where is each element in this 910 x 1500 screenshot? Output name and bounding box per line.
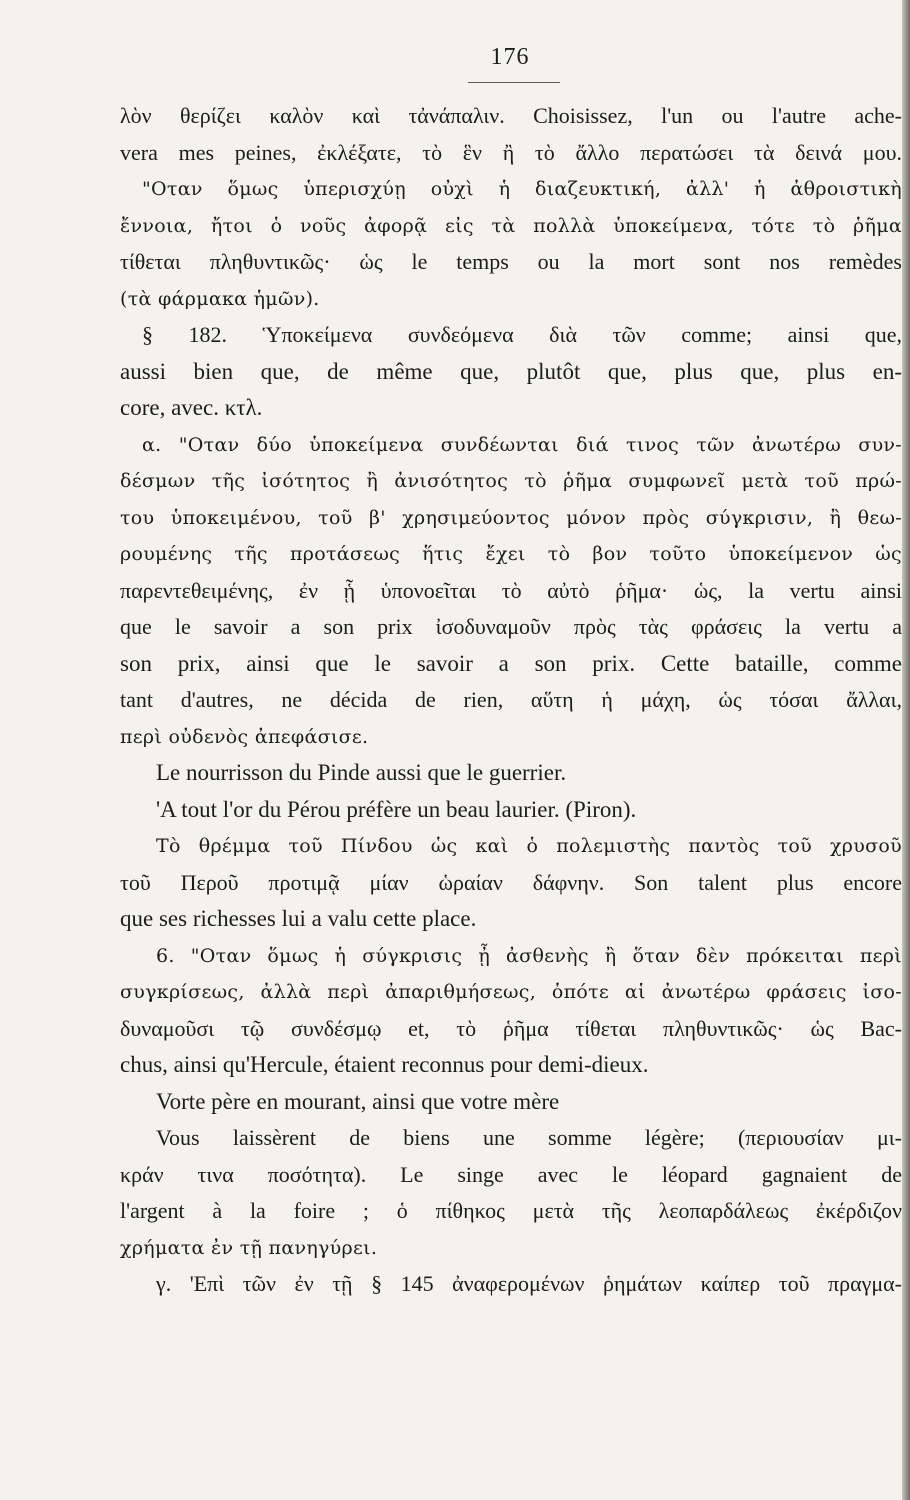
scan-edge-shadow <box>902 0 910 1500</box>
text-line: α. "Οταν δύο ὑποκείμενα συνδέωνται διά τινος τῶν ἀνωτέρω συν- <box>142 433 902 456</box>
section-heading-182: § 182. Ὑποκείμενα συνδεόμενα διὰ τῶν comme; ainsi que, <box>142 322 902 347</box>
text-line: γ. 'Επὶ τῶν ἐν τῇ § 145 ἀναφερομένων ῥημάτων καίπερ τοῦ πραγμα- <box>156 1271 902 1296</box>
text-line: τοῦ Περοῦ προτιμᾷ μίαν ὡραίαν δάφνην. Son talent plus encore <box>120 869 902 895</box>
text-line: ἔννοια, ἤτοι ὁ νοῦς ἀφορᾷ εἰς τὰ πολλὰ ὑποκείμενα, τότε τὸ ῥῆμα <box>120 214 902 237</box>
text-line: tant d'autres, ne décida de rien, αὕτη ἡ μάχη, ὡς τόσαι ἄλλαι, <box>120 687 902 712</box>
text-line: chus, ainsi qu'Hercule, étaient reconnus pour demi-dieux. <box>120 1052 649 1077</box>
text-line: aussi bien que, de même que, plutôt que, plus que, plus en- <box>120 358 902 384</box>
text-line: 6. "Οταν ὅμως ἡ σύγκρισις ᾖ ἀσθενὴς ἢ ὅταν δὲν πρόκειται περὶ <box>156 944 902 967</box>
text-line: λὸν θερίζει καλὸν καὶ τἀνάπαλιν. Choisissez, l'un ou l'autre ache- <box>120 103 902 128</box>
text-line: δέσμων τῆς ἰσότητος ἢ ἀνισότητος τὸ ῥῆμα συμφωνεῖ μετὰ τοῦ πρώ- <box>120 470 902 492</box>
text-line: ρουμένης τῆς προτάσεως ἥτις ἔχει τὸ βον τοῦτο ὑποκείμενον ὡς <box>120 543 902 565</box>
text-line: (τὰ φάρμακα ἡμῶν). <box>120 287 320 310</box>
text-line: Τὸ θρέμμα τοῦ Πίνδου ὡς καὶ ὁ πολεμιστὴς παντὸς τοῦ χρυσοῦ <box>156 835 902 857</box>
verse-line: Le nourrisson du Pinde aussi que le guerrier. <box>156 760 567 785</box>
text-line: core, avec. κτλ. <box>120 395 263 420</box>
text-line: του ὑποκειμένου, τοῦ β' χρησιμεύοντος μόνον πρὸς σύγκρισιν, ἢ θεω- <box>120 506 902 529</box>
text-line: son prix, ainsi que le savoir a son prix. Cette bataille, comme <box>120 650 902 676</box>
text-line: κράν τινα ποσότητα). Le singe avec le léopard gagnaient de <box>120 1161 902 1187</box>
text-line: "Οταν ὅμως ὑπερισχύῃ οὐχὶ ἡ διαζευκτική, ἀλλ' ἡ ἀθροιστικὴ <box>142 178 902 200</box>
text-line: vera mes peines, ἐκλέξατε, τὸ ἓν ἢ τὸ ἄλλο περατώσει τὰ δεινά μου. <box>120 139 902 165</box>
text-line: δυναμοῦσι τῷ συνδέσμῳ et, τὸ ῥῆμα τίθεται πληθυντικῶς· ὡς Bac- <box>120 1015 902 1041</box>
text-line: que le savoir a son prix ἰσοδυναμοῦν πρὸς τὰς φράσεις la vertu a <box>120 614 902 639</box>
text-line: l'argent à la foire ; ὁ πίθηκος μετὰ τῆς λεοπαρδάλεως ἐκέρδιζον <box>120 1198 902 1223</box>
page-number: 176 <box>490 44 530 70</box>
verse-line: Vous laissèrent de biens une somme légère; (περιουσίαν μι- <box>156 1125 902 1150</box>
verse-line: 'A tout l'or du Pérou préfère un beau laurier. (Piron). <box>156 796 637 822</box>
text-line: τίθεται πληθυντικῶς· ὡς le temps ou la mort sont nos remèdes <box>120 249 902 274</box>
text-line: περὶ οὐδενὸς ἀπεφάσισε. <box>120 725 369 748</box>
page-text <box>120 98 902 1303</box>
text-line: que ses richesses lui a valu cette place. <box>120 906 477 931</box>
text-line: παρεντεθειμένης, ἐν ᾗ ὑπονοεῖται τὸ αὐτὸ ῥῆμα· ὡς, la vertu ainsi <box>120 577 902 603</box>
text-line: χρήματα ἐν τῇ πανηγύρει. <box>120 1236 378 1259</box>
verse-line: Vorte père en mourant, ainsi que votre mère <box>156 1088 560 1114</box>
page-number-rule <box>468 82 560 83</box>
text-line: συγκρίσεως, ἀλλὰ περὶ ἀπαριθμήσεως, ὁπότε αἱ ἀνωτέρω φράσεις ἰσο- <box>120 981 902 1003</box>
